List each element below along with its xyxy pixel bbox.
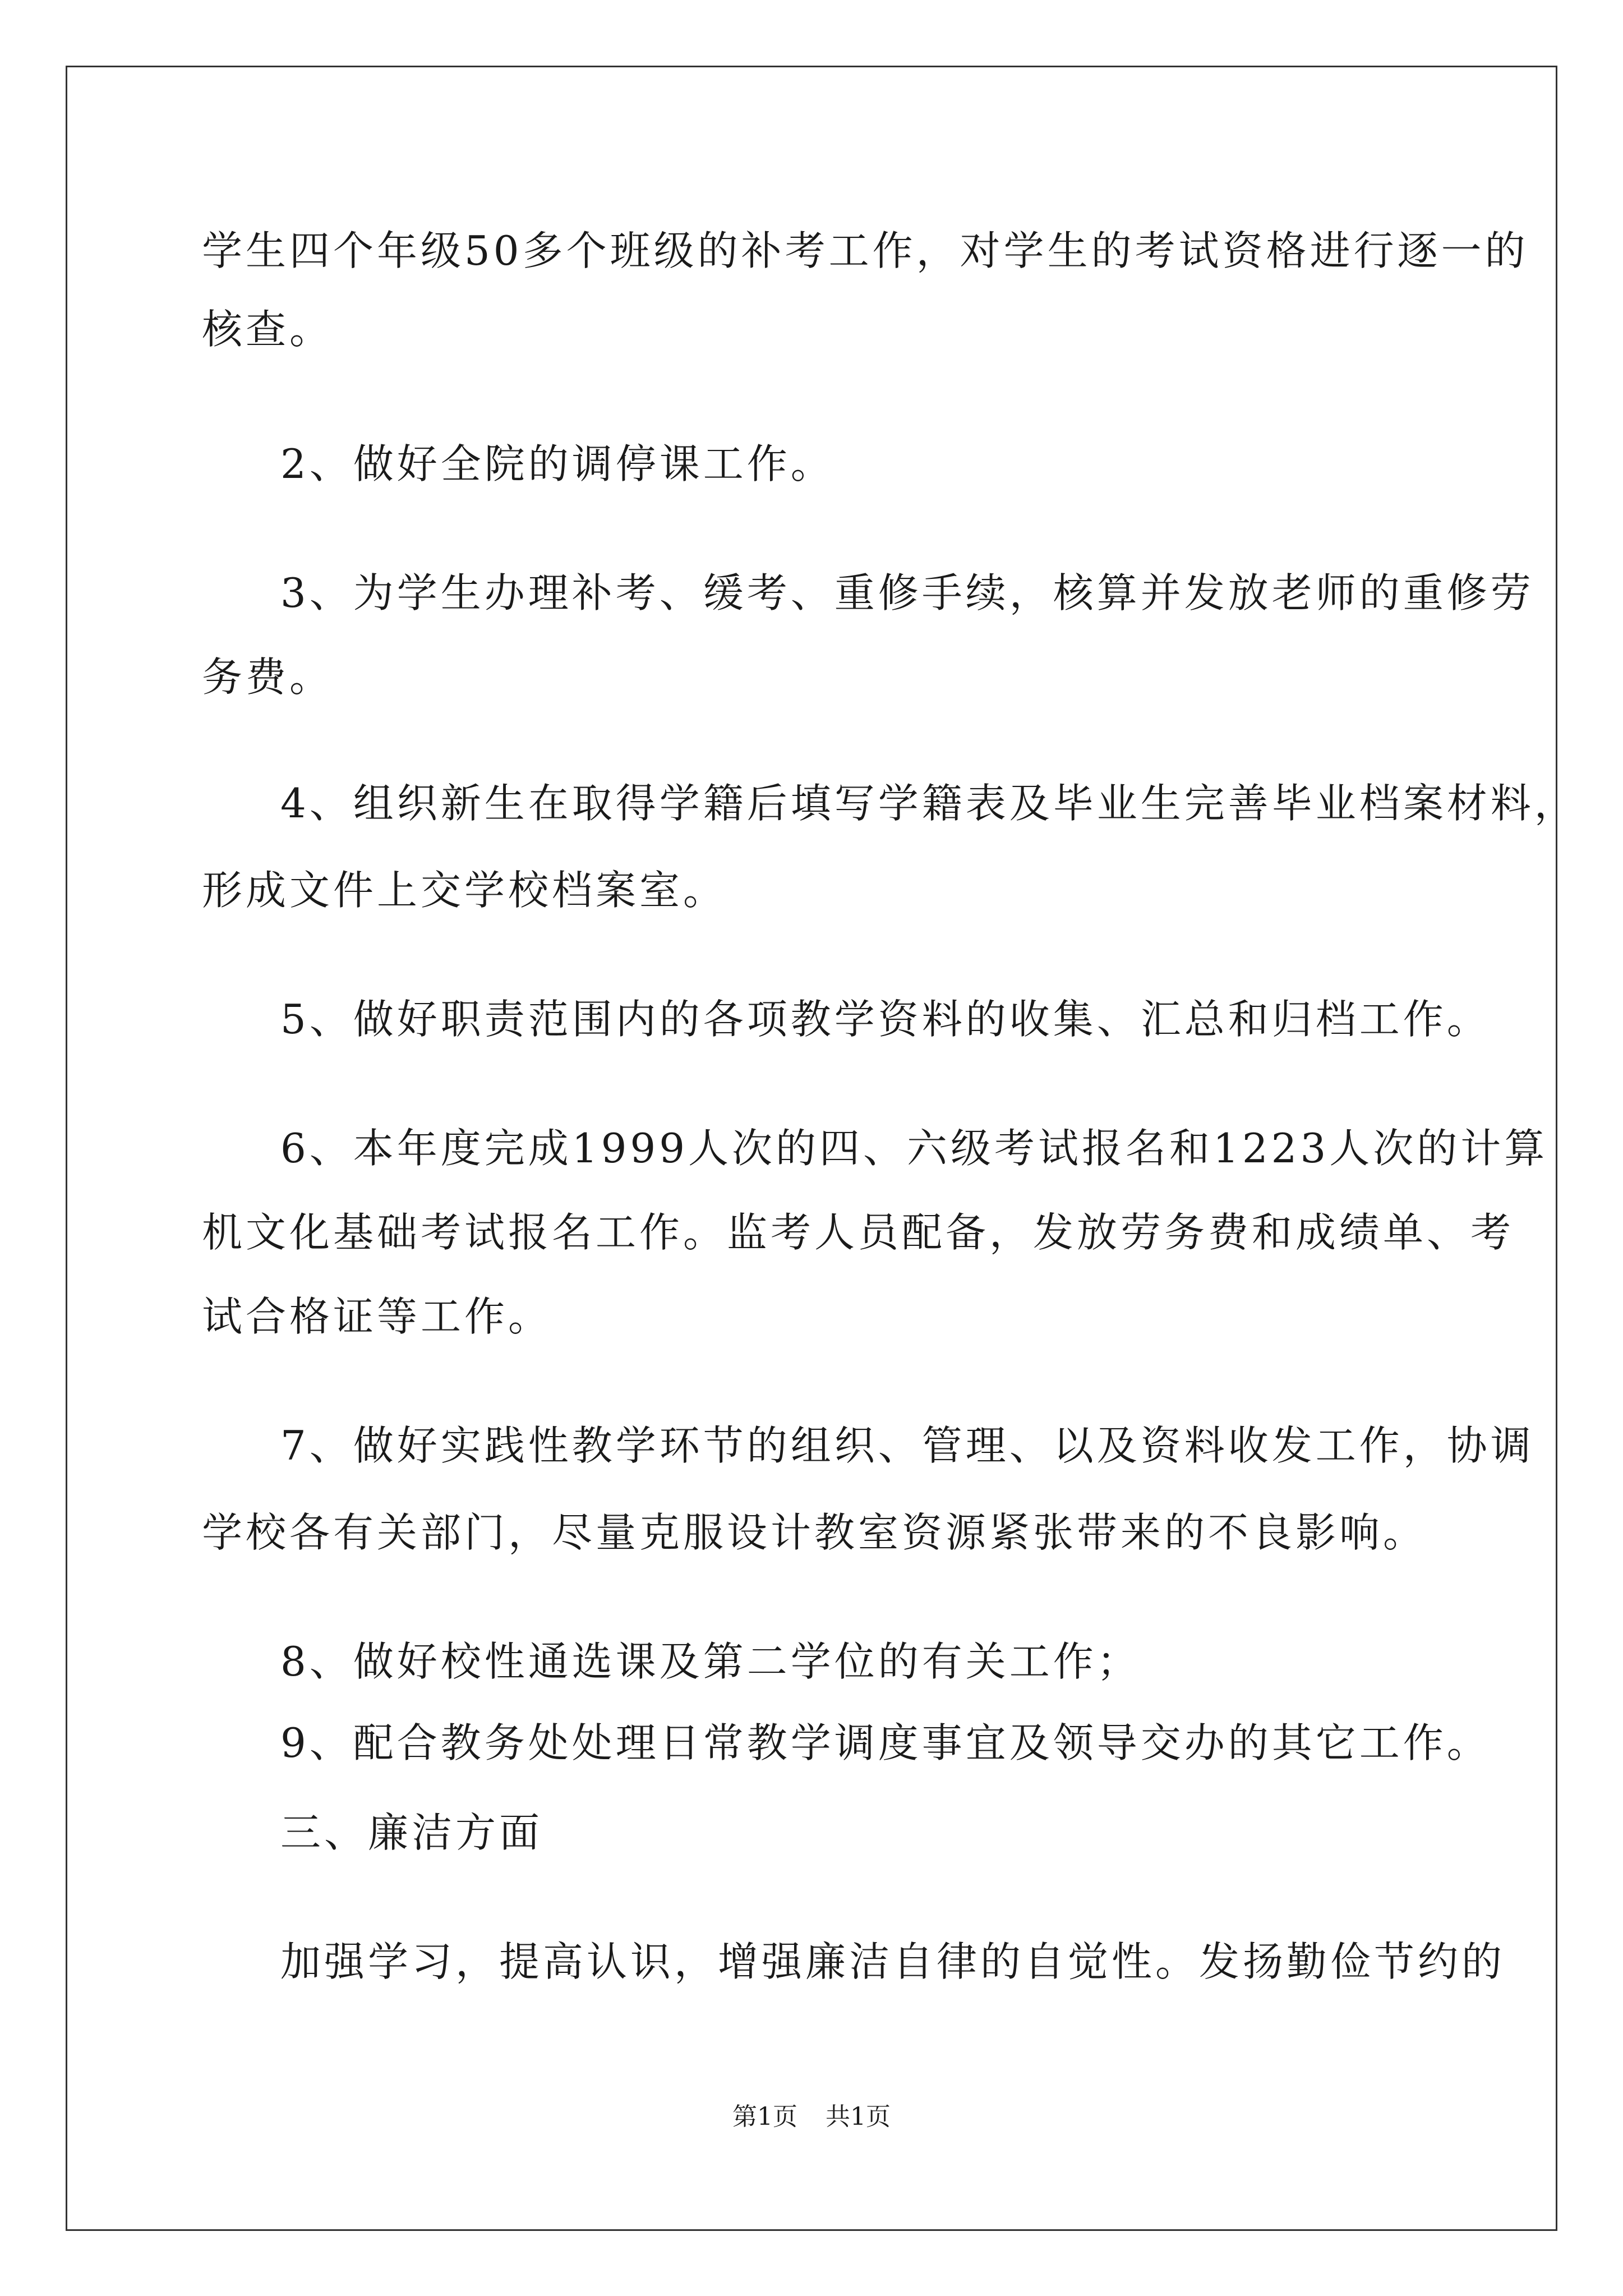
text-line: 务费。 bbox=[202, 654, 334, 701]
text-line: 6、本年度完成1999人次的四、六级考试报名和1223人次的计算 bbox=[280, 1125, 1548, 1172]
text-line: 8、做好校性通选课及第二学位的有关工作； bbox=[280, 1638, 1141, 1685]
text-line: 2、做好全院的调停课工作。 bbox=[280, 440, 834, 487]
text-line: 试合格证等工作。 bbox=[202, 1293, 552, 1340]
page-number: 第1页 bbox=[732, 2102, 797, 2131]
text-line: 机文化基础考试报名工作。监考人员配备，发放劳务费和成绩单、考 bbox=[202, 1209, 1515, 1256]
page-total: 共1页 bbox=[826, 2102, 891, 2131]
section-heading: 三、廉洁方面 bbox=[280, 1809, 543, 1856]
page-footer bbox=[0, 2101, 1623, 2133]
text-line: 5、做好职责范围内的各项教学资料的收集、汇总和归档工作。 bbox=[280, 996, 1491, 1043]
text-line: 3、为学生办理补考、缓考、重修手续，核算并发放老师的重修劳 bbox=[280, 569, 1534, 616]
text-line: 9、配合教务处处理日常教学调度事宜及领导交办的其它工作。 bbox=[280, 1719, 1491, 1766]
text-line: 4、组织新生在取得学籍后填写学籍表及毕业生完善毕业档案材料， bbox=[280, 780, 1578, 827]
text-line: 核查。 bbox=[202, 306, 334, 353]
text-line: 学生四个年级50多个班级的补考工作，对学生的考试资格进行逐一的 bbox=[202, 227, 1529, 274]
text-line: 加强学习，提高认识，增强廉洁自律的自觉性。发扬勤俭节约的 bbox=[280, 1938, 1506, 1985]
text-line: 学校各有关部门，尽量克服设计教室资源紧张带来的不良影响。 bbox=[202, 1509, 1427, 1556]
text-line: 形成文件上交学校档案室。 bbox=[202, 867, 727, 914]
text-line: 7、做好实践性教学环节的组织、管理、以及资料收发工作，协调 bbox=[280, 1422, 1534, 1469]
